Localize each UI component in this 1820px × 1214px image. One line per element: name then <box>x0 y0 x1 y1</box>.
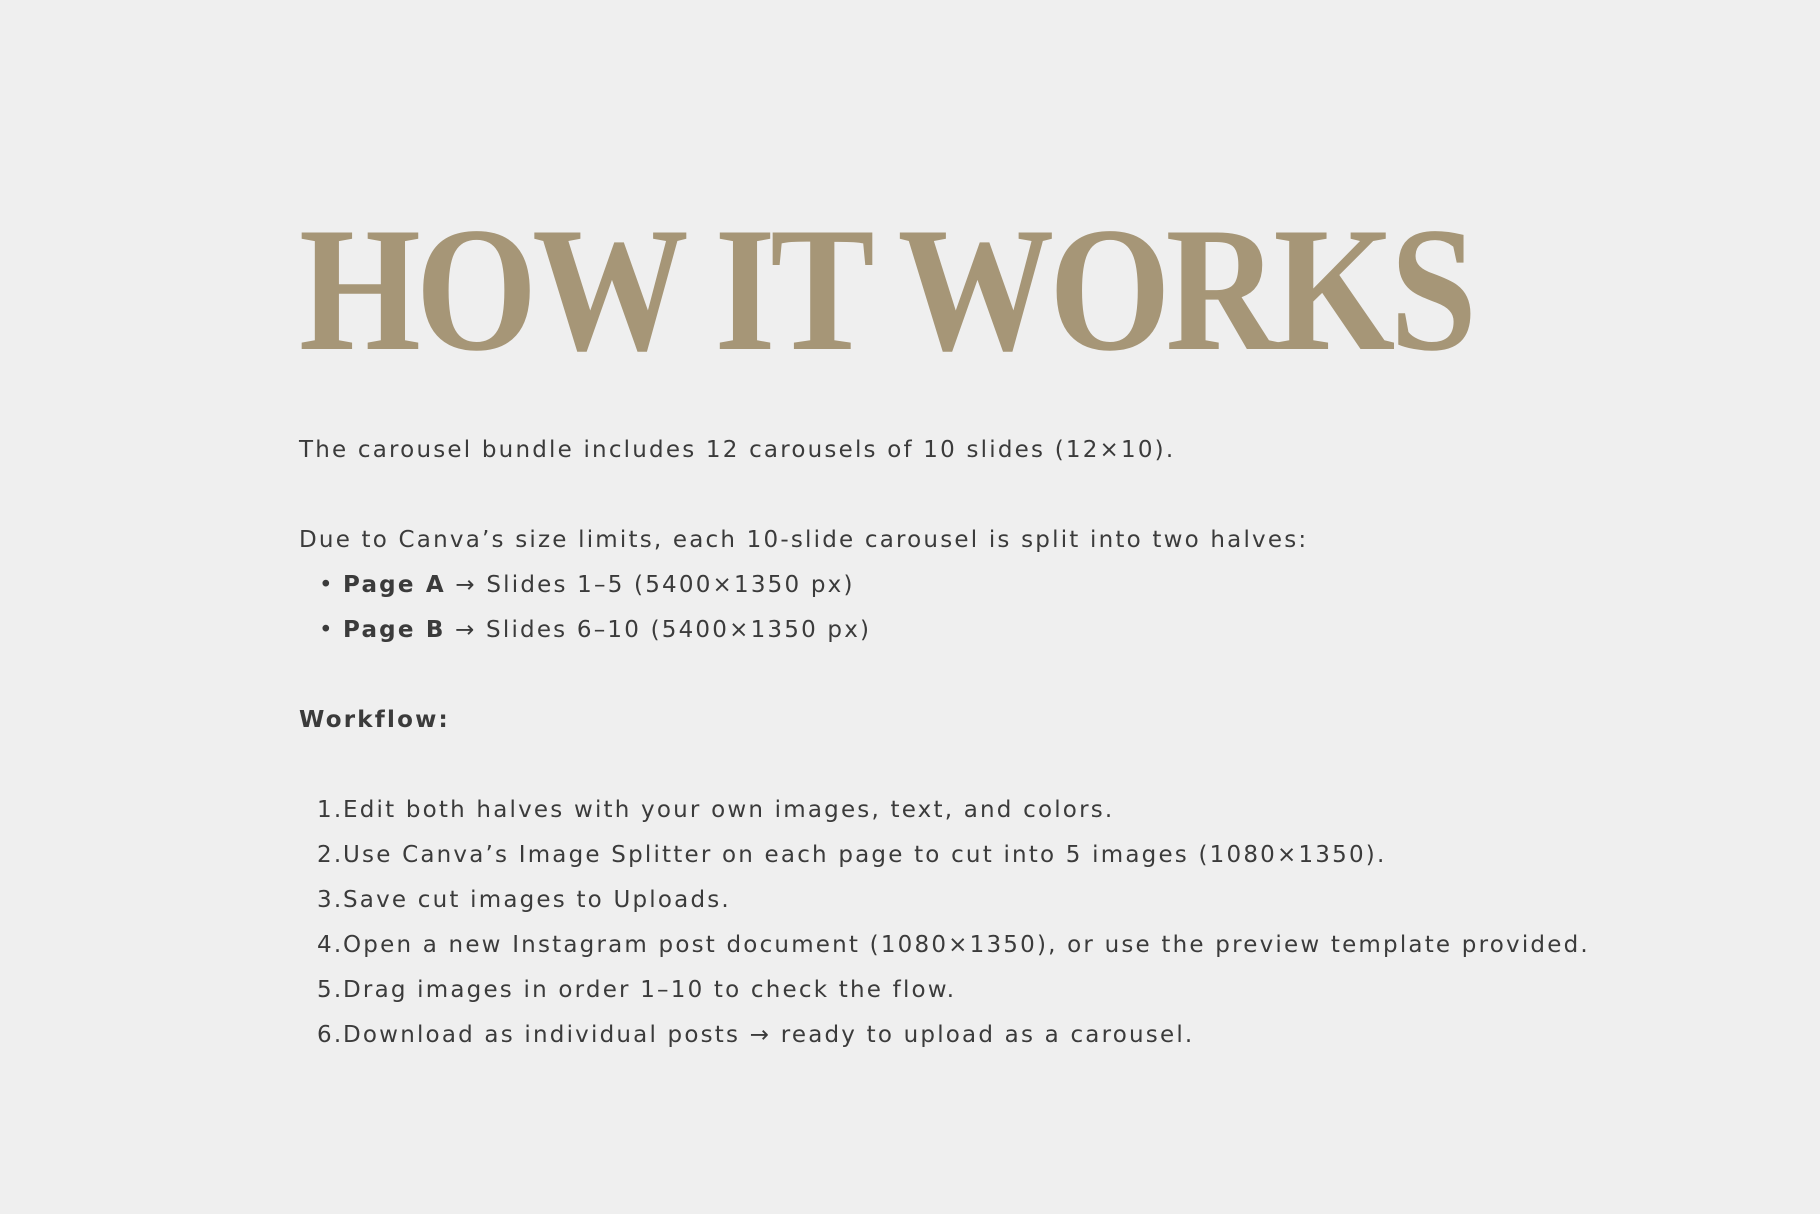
step-text: Save cut images to Uploads. <box>343 887 731 913</box>
list-item <box>299 878 1699 923</box>
step-number: 2. <box>317 842 344 868</box>
list-item <box>299 968 1699 1013</box>
page-title: HOW IT WORKS <box>299 190 1472 388</box>
step-text: Use Canva’s Image Splitter on each page to cut into 5 images (1080×1350). <box>343 842 1387 868</box>
step-number: 4. <box>317 932 344 958</box>
page-label: Page B <box>343 617 446 643</box>
list-item-page-a <box>299 563 1699 608</box>
step-text: Drag images in order 1–10 to check the flow. <box>343 977 957 1003</box>
step-text: Download as individual posts → ready to upload as a carousel. <box>343 1022 1195 1048</box>
page-description: → Slides 6–10 (5400×1350 px) <box>445 617 872 643</box>
list-item-page-b <box>299 608 1699 653</box>
spacer <box>299 743 1699 788</box>
step-text: Open a new Instagram post document (1080×1350), or use the preview template provided. <box>343 932 1590 958</box>
page-list <box>299 563 1699 653</box>
step-text: Edit both halves with your own images, text, and colors. <box>343 797 1115 823</box>
spacer <box>299 653 1699 698</box>
page-description: → Slides 1–5 (5400×1350 px) <box>445 572 855 598</box>
step-number: 3. <box>317 887 344 913</box>
bullet-icon: • <box>319 617 335 643</box>
intro-paragraph: The carousel bundle includes 12 carousels of 10 slides (12×10). <box>299 437 1176 463</box>
list-item <box>299 788 1699 833</box>
step-number: 5. <box>317 977 344 1003</box>
step-number: 1. <box>317 797 344 823</box>
workflow-heading: Workflow: <box>299 707 450 733</box>
step-number: 6. <box>317 1022 344 1048</box>
bullet-icon: • <box>319 572 335 598</box>
spacer <box>299 473 1699 518</box>
split-note-paragraph: Due to Canva’s size limits, each 10-slide carousel is split into two halves: <box>299 527 1309 553</box>
list-item <box>299 1013 1699 1058</box>
body-text <box>299 428 1699 1058</box>
list-item <box>299 833 1699 878</box>
content <box>299 190 1699 1058</box>
list-item <box>299 923 1699 968</box>
page-label: Page A <box>343 572 446 598</box>
workflow-steps <box>299 788 1699 1058</box>
